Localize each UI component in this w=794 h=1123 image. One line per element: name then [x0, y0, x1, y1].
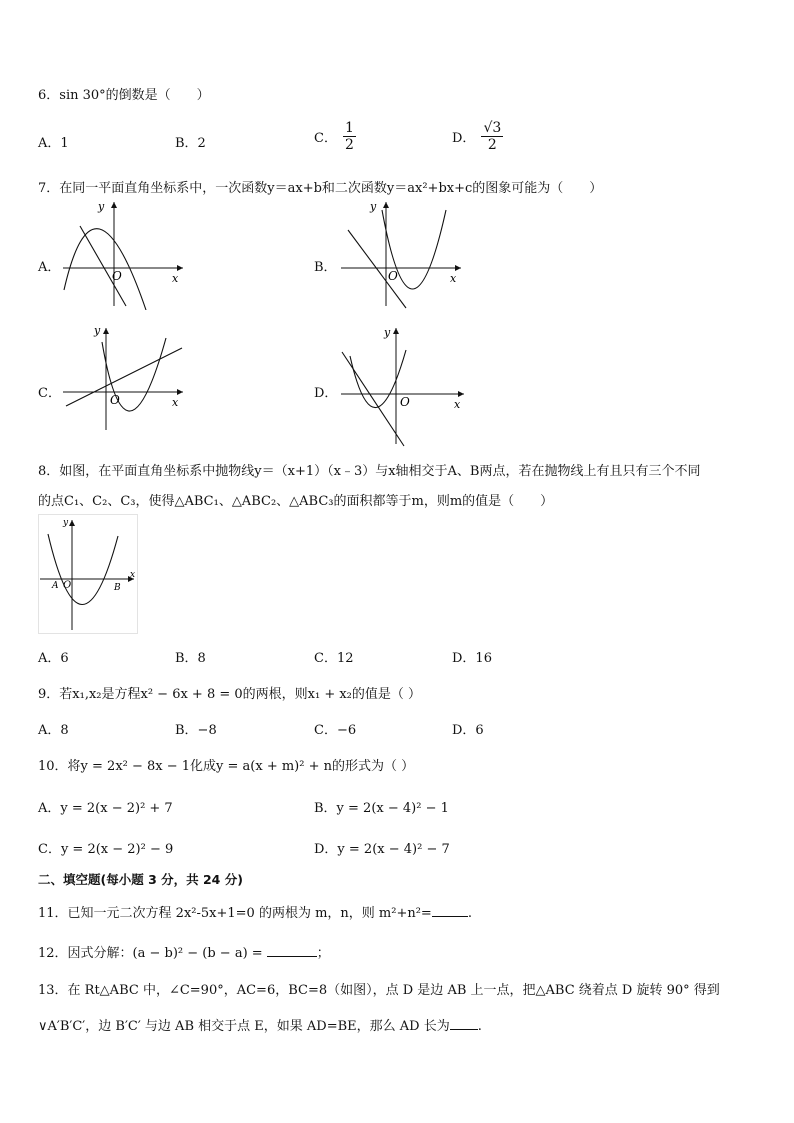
q12-text: 12．因式分解：(a − b)² − (b − a) = [38, 946, 263, 961]
line-graph [66, 348, 182, 406]
q10-option-a: A．y = 2(x − 2)² + 7 [38, 801, 173, 816]
y-axis-arrow [393, 328, 399, 334]
parabola [350, 350, 406, 408]
q8-figure [38, 514, 138, 634]
y-axis-label: y [98, 200, 105, 213]
origin-label: O [110, 393, 120, 407]
q11-text: 11．已知一元二次方程 2x²-5x+1=0 的两根为 m，n，则 m²+n²= [38, 906, 432, 921]
x-axis-label: x [172, 272, 179, 285]
q7-stem: 7．在同一平面直角坐标系中，一次函数y＝ax+b和二次函数y＝ax²+bx+c的图象可能为（ ） [38, 181, 603, 196]
q8-option-a: A．6 [38, 651, 69, 666]
q8-stem-line1: 8．如图，在平面直角坐标系中抛物线y＝（x+1）（x﹣3）与x轴相交于A、B两点，若在抛物线上有且只有三个不同 [38, 464, 701, 479]
parabola [48, 534, 118, 605]
q7-graph-d [336, 322, 470, 448]
q6-option-d [452, 120, 503, 153]
q9-option-c: C．−6 [314, 723, 357, 738]
y-axis-label: y [370, 200, 377, 213]
point-a-label: A [52, 581, 59, 591]
origin-label: O [400, 395, 410, 409]
q11-end: . [467, 906, 472, 921]
q9-option-d: D．6 [452, 723, 484, 738]
x-axis-label: x [454, 398, 461, 411]
q11-line [38, 902, 472, 921]
origin-label: O [388, 269, 398, 283]
y-axis-arrow [69, 520, 75, 526]
q6-option-c-numerator: 1 [344, 120, 354, 136]
q10-option-b: B．y = 2(x − 4)² − 1 [314, 801, 449, 816]
q8-option-b: B．8 [175, 651, 206, 666]
q12-answer-blank [267, 944, 317, 957]
x-axis-label: x [130, 570, 136, 580]
q8-option-d: D．16 [452, 651, 492, 666]
q6-option-d-fraction [481, 120, 503, 153]
q10-option-c: C．y = 2(x − 2)² − 9 [38, 842, 174, 857]
q7-label-c: C． [38, 386, 61, 401]
q12-line [38, 942, 330, 961]
q8-stem-line2: 的点C₁、C₂、C₃，使得△ABC₁、△ABC₂、△ABC₃的面积都等于m，则m的值是（ ） [38, 494, 554, 509]
q6-option-b: B．2 [175, 136, 206, 151]
q9-option-a: A．8 [38, 723, 69, 738]
q7-label-b: B． [314, 260, 337, 275]
section-fill-in-heading: 二、填空题(每小题 3 分，共 24 分) [38, 872, 243, 887]
q13-line2: ∨A′B′C′，边 B′C′ 与边 AB 相交于点 E，如果 AD=BE，那么 AD 长为 [38, 1019, 450, 1034]
q7-label-a: A． [38, 260, 61, 275]
q7-label-d: D． [314, 386, 338, 401]
q6-stem: 6．sin 30°的倒数是（ ） [38, 88, 210, 103]
q13-line2-wrap [38, 1015, 482, 1034]
line-graph [342, 352, 404, 446]
q13-answer-blank [450, 1017, 478, 1030]
q12-end: ； [316, 946, 330, 961]
q9-option-b: B．−8 [175, 723, 217, 738]
figure-frame [39, 515, 138, 634]
y-axis-label: y [384, 326, 391, 339]
y-axis-arrow [383, 202, 389, 208]
q7-graph-a [58, 198, 188, 310]
q6-option-c-fraction [343, 120, 356, 153]
x-axis-arrow [177, 265, 183, 271]
x-axis-arrow [458, 391, 464, 397]
q6-option-c [314, 120, 356, 153]
q9-stem: 9．若x₁,x₂是方程x² − 6x + 8 = 0的两根，则x₁ + x₂的值是（ ） [38, 687, 422, 702]
q6-option-c-label: C． [314, 131, 337, 147]
x-axis-label: x [172, 396, 179, 409]
q6-option-c-denominator: 2 [344, 137, 354, 154]
origin-label: O [112, 269, 122, 283]
origin-label: O [63, 580, 72, 591]
y-axis-arrow [111, 202, 117, 208]
point-b-label: B [114, 583, 121, 593]
q7-graph-c [58, 322, 188, 434]
q13-end: . [477, 1019, 482, 1034]
y-axis-arrow [103, 328, 109, 334]
q6-option-d-numerator: √3 [483, 120, 502, 136]
q10-stem: 10．将y = 2x² − 8x − 1化成y = a(x + m)² + n的形式为（ ） [38, 759, 415, 774]
q7-graph-b [336, 198, 466, 310]
q6-option-d-label: D． [452, 131, 476, 147]
y-axis-label: y [94, 324, 101, 337]
x-axis-arrow [177, 389, 183, 395]
q6-option-d-denominator: 2 [487, 137, 497, 154]
q11-answer-blank [432, 904, 468, 917]
x-axis-label: x [450, 272, 457, 285]
q8-option-c: C．12 [314, 651, 354, 666]
x-axis-arrow [455, 265, 461, 271]
line-graph [80, 226, 126, 306]
q13-line1: 13．在 Rt△ABC 中，∠C=90°，AC=6，BC=8（如图），点 D 是边 AB 上一点，把△ABC 绕着点 D 旋转 90° 得到 [38, 983, 720, 998]
q10-option-d: D．y = 2(x − 4)² − 7 [314, 842, 450, 857]
q6-option-a: A．1 [38, 136, 69, 151]
y-axis-label: y [63, 518, 69, 528]
